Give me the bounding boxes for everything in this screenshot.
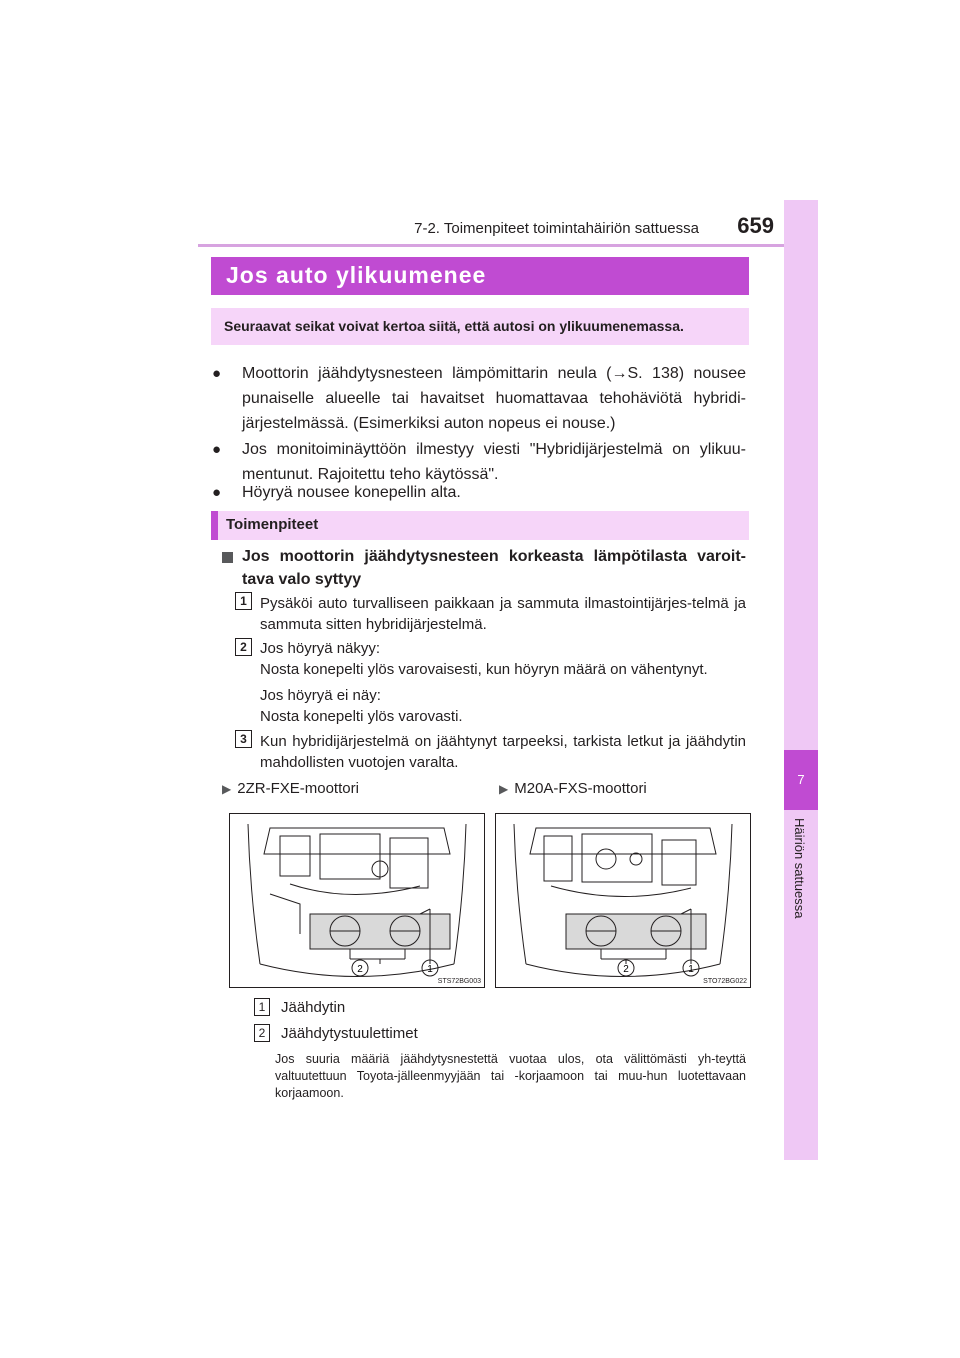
warning-note: Jos suuria määriä jäähdytysnestettä vuotaa ulos, ota välittömästi yh-teyttä valtuutettuun Toyota-jälleenmyyjään tai -korjaamoon tai muu-hun luotettavaan korjaamoon. [275, 1052, 746, 1100]
section-bar-accent [211, 511, 218, 540]
figure-callout-2: 2 [623, 964, 629, 975]
bullet-text: Jos monitoiminäyttöön ilmestyy viesti "Hybridijärjestelmä on ylikuu-mentunut. Rajoitettu teho käytössä". [242, 441, 746, 483]
side-tab-upper [784, 200, 818, 750]
intro-text: Seuraavat seikat voivat kertoa siitä, että autosi on ylikuumenemassa. [224, 318, 684, 334]
figure-callout-1: 1 [688, 964, 694, 975]
step-2-condition-a: Jos höyryä näkyy: [260, 640, 381, 657]
image-code: STS72BG003 [437, 978, 481, 985]
step-text-1: Pysäköi auto turvalliseen paikkaan ja sammuta ilmastointijärjes-telmä ja sammuta sitten hybridijärjestelmä. [260, 595, 746, 633]
figure-callout-1: 1 [427, 964, 433, 975]
step-number-2: 2 [235, 638, 252, 656]
bullet-icon: ● [212, 484, 222, 501]
page-number: 659 [737, 213, 774, 238]
legend-number-1: 1 [254, 998, 270, 1016]
engine-drawing [496, 814, 750, 987]
bullet-text: Moottorin jäähdytysnesteen lämpömittarin neula (→S. 138) nousee punaiselle alueelle tai havaitset huomattavaa tehohäviötä hybridi-järjestelmässä. (Esimerkiksi auton nopeus ei nouse.) [242, 365, 746, 432]
square-bullet-icon [222, 552, 233, 563]
chapter-number-tab: 7 [784, 750, 818, 810]
engine-drawing [230, 814, 484, 987]
bullet-item [212, 361, 746, 436]
image-code: STO72BG022 [703, 978, 747, 985]
step-2-action-a: Nosta konepelti ylös varovaisesti, kun höyryn määrä on vähentynyt. [260, 661, 708, 678]
figure-caption-right: ▶ M20A-FXS-moottori [499, 780, 647, 797]
bullet-text: Höyryä nousee konepellin alta. [242, 484, 461, 501]
step-number-1: 1 [235, 592, 252, 610]
step-number-3: 3 [235, 730, 252, 748]
figure-caption-left: ▶ 2ZR-FXE-moottori [222, 780, 359, 797]
legend-label-1: Jäähdytin [281, 999, 346, 1016]
triangle-right-icon: ▶ [222, 782, 232, 796]
bullet-icon: ● [212, 441, 222, 458]
legend-number-2: 2 [254, 1024, 270, 1042]
header-rule [198, 244, 790, 247]
chapter-title: Häiriön sattuessa [792, 818, 807, 919]
bullet-icon: ● [212, 365, 222, 382]
legend-label-2: Jäähdytystuulettimet [281, 1025, 418, 1042]
engine-illustration-m20a [495, 813, 751, 988]
triangle-right-icon: ▶ [499, 782, 509, 796]
bullet-item [212, 480, 746, 505]
step-text-3: Kun hybridijärjestelmä on jäähtynyt tarpeeksi, tarkista letkut ja jäähdytin mahdollisten vuotojen varalta. [260, 733, 746, 771]
step-2-condition-b: Jos höyryä ei näy: [260, 687, 381, 704]
engine-illustration-2zr [229, 813, 485, 988]
page-title: Jos auto ylikuumenee [226, 262, 487, 288]
section-header: 7-2. Toimenpiteet toimintahäiriön sattuessa [414, 220, 699, 237]
step-2-action-b: Nosta konepelti ylös varovasti. [260, 708, 463, 725]
figure-callout-2: 2 [357, 964, 363, 975]
sub-heading: Jos moottorin jäähdytysnesteen korkeasta lämpötilasta varoit-tava valo syttyy [242, 548, 746, 588]
section-title: Toimenpiteet [226, 516, 319, 533]
